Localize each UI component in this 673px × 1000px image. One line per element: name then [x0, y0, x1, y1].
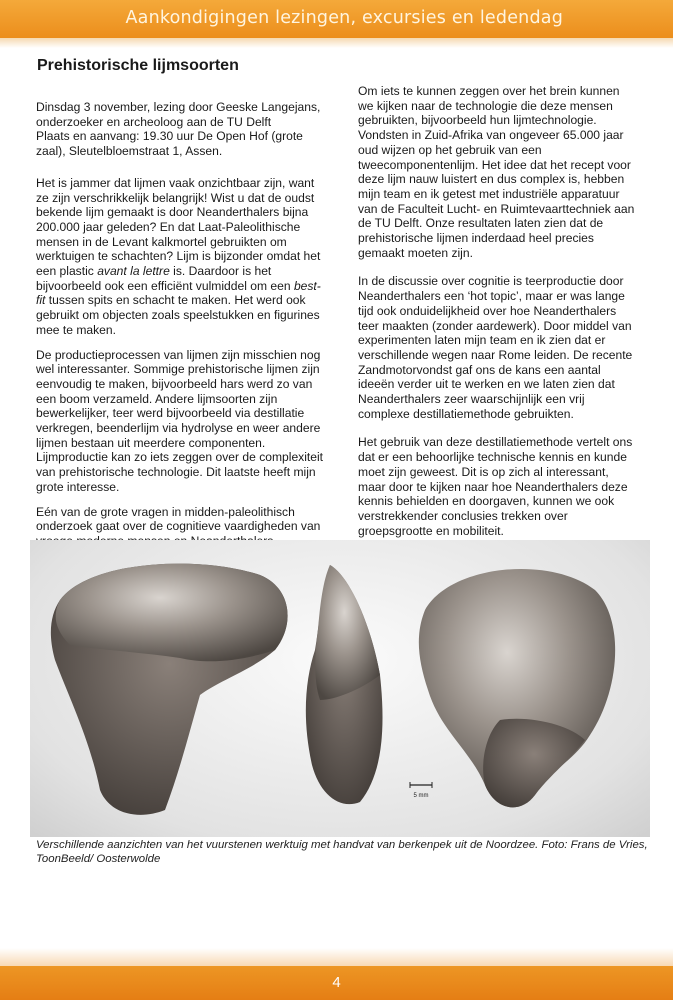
body-paragraph: Het gebruik van deze destillatiemethode vertelt ons dat er een behoorlijke technische kennis en kunde moet zijn geweest. Dit is op zich al interessant, maar door te kijken naar hoe Neanderthalers deze kennis behielden en doorgaven, kunnen we ook verstrekkender conclusies trekken over groepsgrootte en mobiliteit.	[358, 435, 633, 538]
event-line: Dinsdag 3 november, lezing door Geeske Langejans,	[36, 100, 321, 114]
right-column	[358, 84, 635, 611]
body-paragraph: In de discussie over cognitie is teerproductie door Neanderthalers een ‘hot topic’, maar er was lange tijd ook onduidelijkheid over hoe Neanderthalers teer maakten (zonder aardewerk). Door middel van experimenten laten mijn team en ik zien dat er verschillende wegen naar Rome leiden. De recente Zandmotorvondst gaf ons de kans een aantal ideeën verder uit te werken en we laten zien dat Neanderthalers zeer waarschijnlijk een vrij complexe destillatiemethode gebruikten.	[358, 274, 633, 421]
page-footer-bar	[0, 966, 673, 1000]
emphasis-text: avant la lettre	[97, 264, 170, 279]
body-paragraph: Het is jammer dat lijmen vaak onzichtbaar zijn, want ze zijn verschrikkelijk belangrijk! Wist u dat de oudst bekende lijm gemaakt is door Neanderthalers bijna 200.000 jaar geleden? En dat Laat-Paleolithische mensen in de Levant kalkmortel gebruikten om werktuigen te schachten? Lijm is bijzonder omdat het een plastic avant la lettre is. Daardoor is het bijvoorbeeld ook een efficiënt vulmiddel om een best-fit tussen spits en schacht te maken. Het werd ook gebruikt om objecten zoals speelstukken en figurines mee te maken.	[36, 175, 321, 337]
artifact-photo	[30, 540, 650, 837]
emphasis-text: best-fit	[36, 278, 321, 308]
header-shade	[0, 38, 673, 48]
section-title: Aankondigingen lezingen, excursies en ledendag	[125, 8, 563, 28]
body-paragraph: De productieprocessen van lijmen zijn misschien nog wel interessanter. Sommige prehistorische lijmen zijn eenvoudig te maken, bijvoorbeeld hars werd zo van een boom verzameld. Andere lijmsoorten zijn bewerkelijker, teer werd bijvoorbeeld via destillatie verkregen, beenderlijm via hydrolyse en weer andere lijmen bestaan uit meerdere componenten. Lijmproductie kan zo iets zeggen over de complexiteit van prehistorische technologie. Dit laatste heeft mijn grote interesse.	[36, 347, 324, 494]
page-header-bar	[0, 0, 673, 38]
article-title: Prehistorische lijmsoorten	[37, 57, 239, 74]
body-paragraph: Eén van de grote vragen in midden-paleolithisch onderzoek gaat over de cognitieve vaardigheden van	[36, 504, 321, 534]
event-line: onderzoeker en archeoloog aan de TU Delft	[36, 114, 272, 129]
flint-tool-illustration	[30, 540, 650, 837]
page-number: 4	[332, 974, 341, 991]
photo-caption: Verschillende aanzichten van het vuurstenen werktuig met handvat van berkenpek uit de Noordzee. Foto: Frans de Vries, ToonBeeld/ Oosterwolde	[36, 839, 648, 865]
event-line: Plaats en aanvang: 19.30 uur De Open Hof (grote	[36, 129, 303, 144]
event-line: zaal), Sleutelbloemstraat 1, Assen.	[36, 144, 223, 159]
body-paragraph: Om iets te kunnen zeggen over het brein kunnen we kijken naar de technologie die deze mensen gebruikten, bijvoorbeeld hun lijmtechnologie. Vondsten in Zuid-Afrika van ongeveer 65.000 jaar oud wijzen op het gebruik van een tweecomponentenlijm. Het idee dat het recept voor deze lijm nauw luistert en dus complex is, hebben mijn team en ik getest met industriële apparatuur van de Faculteit Lucht- en Ruimtevaarttechniek aan de TU Delft. Onze resultaten laten zien dat de prehistorische lijmen inderdaad heel precies gemaakt moeten zijn.	[358, 84, 635, 260]
event-details	[36, 100, 327, 159]
footer-fade	[0, 948, 673, 966]
left-column	[36, 100, 327, 559]
scale-label: 5 mm	[413, 793, 429, 799]
